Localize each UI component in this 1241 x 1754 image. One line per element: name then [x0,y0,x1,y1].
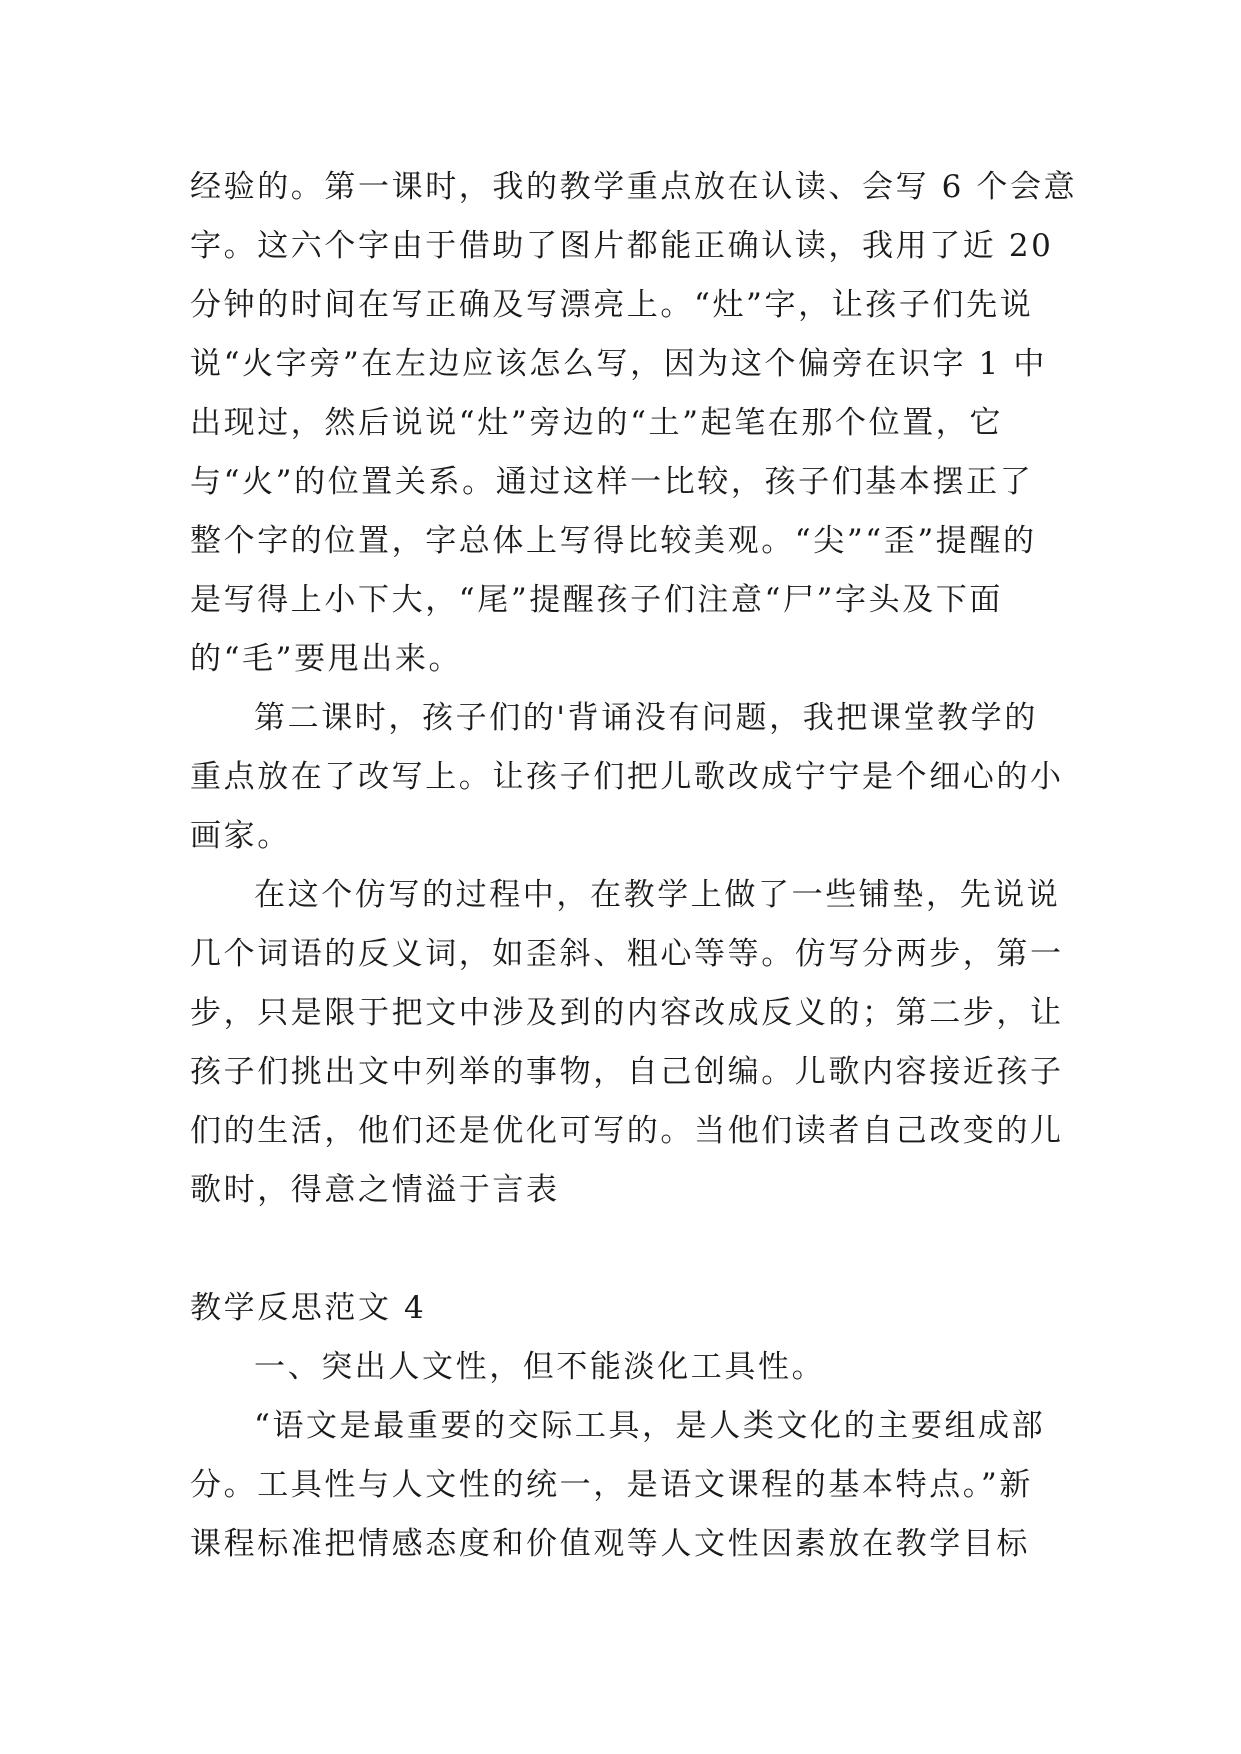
text-line: 画家。 [190,818,291,854]
text-line: 字。这六个字由于借助了图片都能正确认读，我用了近 20 [190,228,1054,264]
paragraph-first-line: “语文是最重要的交际工具，是人类文化的主要组成部 [254,1408,1046,1444]
text-line: 们的生活，他们还是优化可写的。当他们读者自己改变的儿 [190,1113,1064,1149]
document-body [190,158,1078,1574]
text-line: 出现过，然后说说“灶”旁边的“土”起笔在那个位置，它 [190,405,1003,441]
text-line: 歌时，得意之情溢于言表 [190,1172,560,1208]
text-line: 步，只是限于把文中涉及到的内容改成反义的；第二步，让 [190,995,1064,1031]
text-line: 的“毛”要甩出来。 [190,641,463,677]
paragraph-first-line: 第二课时，孩子们的'背诵没有问题，我把课堂教学的 [254,700,1038,736]
section-gap [190,1220,1050,1279]
text-line: 孩子们挑出文中列举的事物，自己创编。儿歌内容接近孩子 [190,1054,1064,1090]
text-line: 是写得上小下大，“尾”提醒孩子们注意“尸”字头及下面 [190,582,1003,618]
text-line: 重点放在了改写上。让孩子们把儿歌改成宁宁是个细心的小 [190,759,1064,795]
text-line: 整个字的位置，字总体上写得比较美观。“尖”“歪”提醒的 [190,523,1037,559]
text-line: 几个词语的反义词，如歪斜、粗心等等。仿写分两步，第一 [190,936,1064,972]
text-line: 分。工具性与人文性的统一，是语文课程的基本特点。”新 [190,1467,1033,1503]
text-line: 经验的。第一课时，我的教学重点放在认读、会写 6 个会意 [190,169,1078,205]
text-line: 说“火字旁”在左边应该怎么写，因为这个偏旁在识字 1 中 [190,346,1047,382]
text-line: 课程标准把情感态度和价值观等人文性因素放在教学目标 [190,1526,1030,1562]
text-line: 与“火”的位置关系。通过这样一比较，孩子们基本摆正了 [190,464,1034,500]
paragraph-first-line: 一、突出人文性，但不能淡化工具性。 [254,1349,826,1385]
paragraph-first-line: 在这个仿写的过程中，在教学上做了一些铺垫，先说说 [254,877,1061,913]
section-heading: 教学反思范文 4 [190,1290,427,1326]
text-line: 分钟的时间在写正确及写漂亮上。“灶”字，让孩子们先说 [190,287,1034,323]
